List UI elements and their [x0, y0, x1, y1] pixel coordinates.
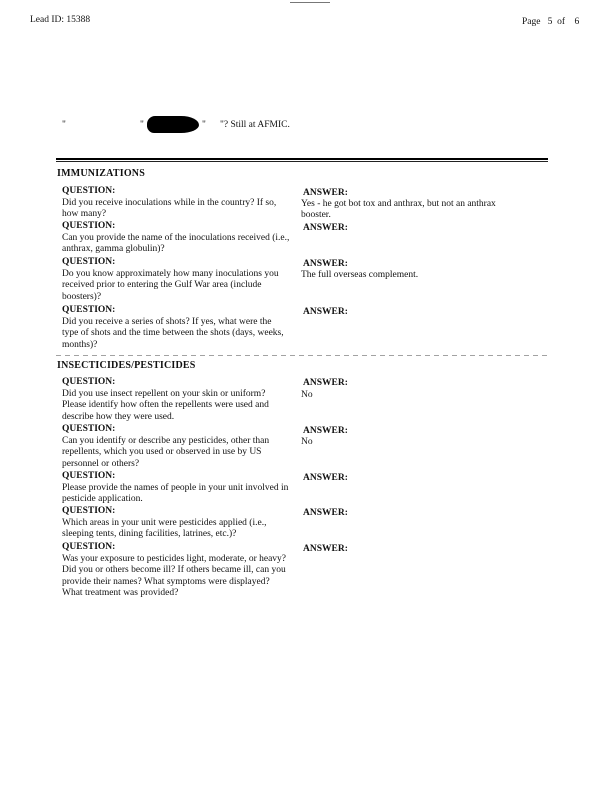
- question-text: [62, 198, 302, 221]
- question-label: QUESTION:: [62, 424, 116, 434]
- question-text: [62, 518, 302, 541]
- question-text: [62, 554, 307, 599]
- answer-line: booster.: [301, 210, 331, 221]
- question-line: Did you receive inoculations while in the country? If so,: [62, 198, 277, 208]
- question-line: received prior to entering the Gulf War area (include: [62, 280, 262, 291]
- lead-id: Lead ID: 15388: [30, 15, 91, 25]
- page-of-label: of: [557, 17, 566, 27]
- question-line: Please identify how often the repellents were used and: [62, 400, 269, 411]
- section-divider-thick: [56, 158, 548, 160]
- answer-text: [301, 390, 551, 401]
- question-text: [62, 269, 302, 303]
- question-line: how many?: [62, 209, 107, 220]
- quote-mark-1: ": [62, 120, 66, 130]
- question-line: repellents, which you used or observed in use by US: [62, 447, 262, 458]
- question-line: describe how they were used.: [62, 411, 175, 422]
- question-text: [62, 389, 302, 423]
- redaction-block: [147, 116, 199, 133]
- question-line: Please provide the names of people in your unit involved in: [62, 483, 289, 493]
- question-label: QUESTION:: [62, 506, 116, 516]
- answer-label: ANSWER:: [303, 259, 348, 269]
- page-indicator: [522, 17, 592, 27]
- question-line: personnel or others?: [62, 458, 140, 469]
- answer-line: Yes - he got bot tox and anthrax, but not an anthrax: [301, 199, 496, 209]
- answer-label: ANSWER:: [303, 508, 348, 518]
- question-text: [62, 233, 302, 256]
- question-line: months)?: [62, 339, 98, 350]
- page-label: Page: [522, 17, 541, 27]
- question-label: QUESTION:: [62, 257, 116, 267]
- answer-text: [301, 270, 551, 281]
- question-line: Did you or others become ill? If others became ill, can you: [62, 565, 286, 576]
- answer-text: [301, 199, 551, 222]
- question-line: sleeping tents, dining facilities, latrines, etc.)?: [62, 529, 237, 540]
- question-label: QUESTION:: [62, 542, 116, 552]
- answer-label: ANSWER:: [303, 473, 348, 483]
- answer-label: ANSWER:: [303, 544, 348, 554]
- question-text: [62, 483, 312, 506]
- answer-label: ANSWER:: [303, 223, 348, 233]
- page-total: 6: [574, 17, 580, 27]
- question-label: QUESTION:: [62, 471, 116, 481]
- answer-label: ANSWER:: [303, 426, 348, 436]
- question-label: QUESTION:: [62, 221, 116, 231]
- quote-mark-2: ": [140, 120, 144, 130]
- question-label: QUESTION:: [62, 186, 116, 196]
- question-line: anthrax, gamma globulin)?: [62, 244, 165, 255]
- question-line: Was your exposure to pesticides light, moderate, or heavy?: [62, 554, 287, 564]
- answer-label: ANSWER:: [303, 307, 348, 317]
- answer-line: No: [301, 390, 313, 400]
- answer-text: [301, 437, 551, 448]
- question-line: type of shots and the time between the shots (days, weeks,: [62, 328, 284, 339]
- section-divider-thin: [56, 161, 548, 162]
- answer-label: ANSWER:: [303, 188, 348, 198]
- question-line: Which areas in your unit were pesticides applied (i.e.,: [62, 518, 267, 528]
- question-line: What treatment was provided?: [62, 587, 179, 598]
- question-line: pesticide application.: [62, 494, 143, 505]
- question-line: Can you provide the name of the inoculations received (i.e.,: [62, 233, 290, 243]
- question-label: QUESTION:: [62, 305, 116, 315]
- question-line: provide their names? What symptoms were displayed?: [62, 576, 270, 587]
- answer-label: ANSWER:: [303, 378, 348, 388]
- section-title-insecticides: INSECTICIDES/PESTICIDES: [57, 360, 196, 371]
- question-line: Do you know approximately how many inoculations you: [62, 269, 279, 279]
- question-label: QUESTION:: [62, 377, 116, 387]
- section-divider-dotted: [56, 355, 548, 356]
- question-line: boosters)?: [62, 291, 102, 302]
- question-line: Can you identify or describe any pesticides, other than: [62, 436, 270, 446]
- answer-line: No: [301, 437, 313, 447]
- question-line: Did you receive a series of shots? If yes, what were the: [62, 317, 272, 327]
- question-line: Did you use insect repellent on your skin or uniform?: [62, 389, 266, 399]
- quote-mark-3: ": [202, 120, 206, 130]
- question-text: [62, 436, 302, 470]
- answer-line: The full overseas complement.: [301, 270, 419, 280]
- section-title-immunizations: IMMUNIZATIONS: [57, 168, 145, 179]
- redacted-line-tail: "? Still at AFMIC.: [220, 120, 290, 130]
- scan-speck: [290, 2, 330, 3]
- page-number: 5: [547, 17, 553, 27]
- question-text: [62, 317, 302, 351]
